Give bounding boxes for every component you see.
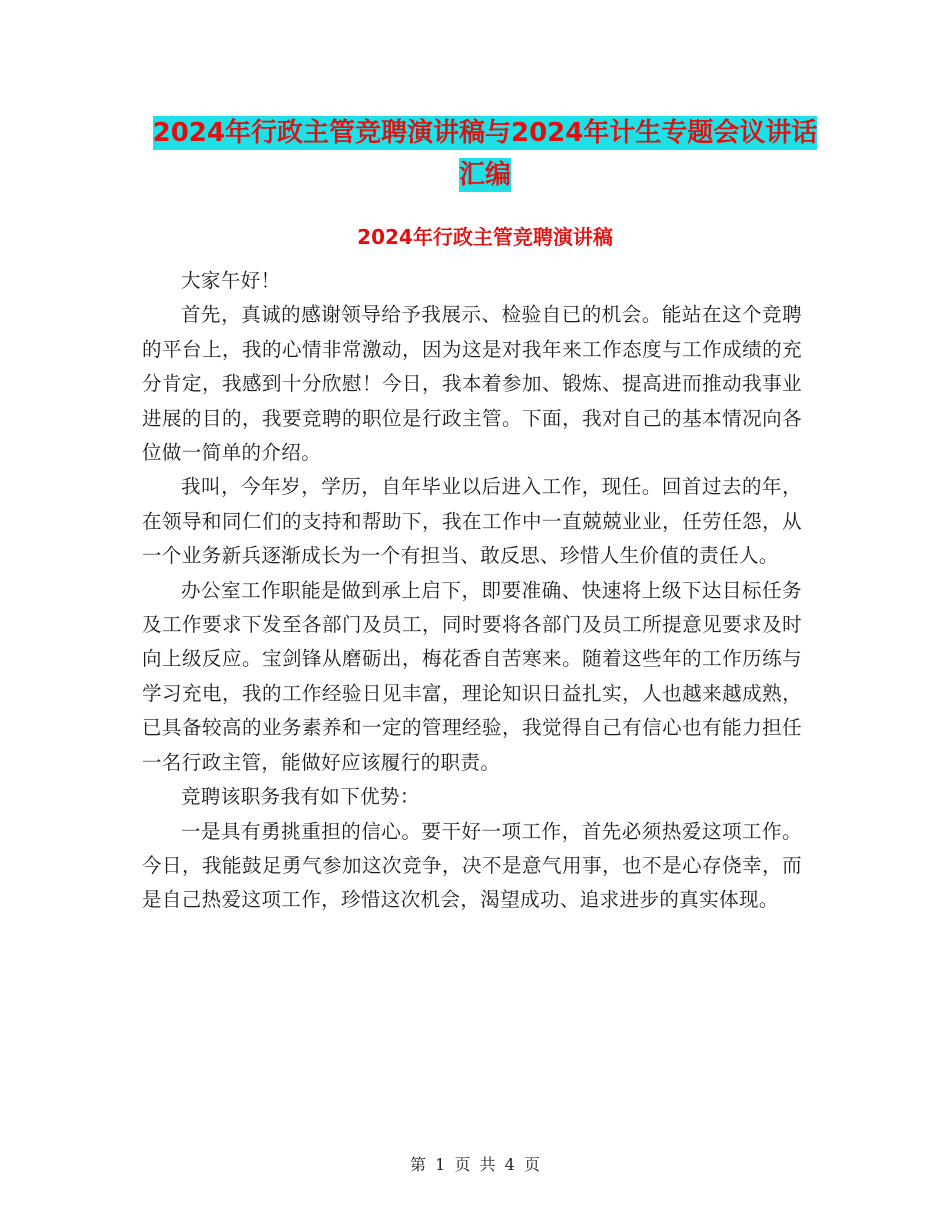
paragraph-background: 我叫，今年岁，学历，自年毕业以后进入工作，现任。回首过去的年，在领导和同仁们的支持和帮助下，我在工作中一直兢兢业业，任劳任怨，从一个业务新兵逐渐成长为一个有担当、敢反思、珍惜人生价值的责任人。: [142, 475, 802, 568]
footer-total-pages: 4: [504, 1155, 515, 1174]
document-title-text: 2024年行政主管竞聘演讲稿与2024年计生专题会议讲话汇编: [152, 118, 818, 190]
paragraph-office-duties: 办公室工作职能是做到承上启下，即要准确、快速将上级下达目标任务及工作要求下发至各部门及员工，同时要将各部门及员工所提意见要求及时向上级反应。宝剑锋从磨砺出，梅花香自苦寒来。随着这些年的工作历练与学习充电，我的工作经验日见丰富，理论知识日益扎实，人也越来越成熟，已具备较高的业务素养和一定的管理经验，我觉得自己有信心也有能力担任一名行政主管，能做好应该履行的职责。: [142, 578, 802, 774]
footer-current-page: 1: [435, 1155, 446, 1174]
section-title: 2024年行政主管竞聘演讲稿: [357, 225, 613, 249]
document-body: [142, 264, 802, 918]
footer-label-page: 第: [410, 1155, 427, 1174]
page-footer: [0, 1154, 950, 1176]
document-title: [140, 112, 830, 196]
paragraph-greeting: 大家午好！: [181, 269, 281, 292]
paragraph-advantage-one: 一是具有勇挑重担的信心。要干好一项工作，首先必须热爱这项工作。今日，我能鼓足勇气参加这次竞争，决不是意气用事，也不是心存侥幸，而是自己热爱这项工作，珍惜这次机会，渴望成功、追求进步的真实体现。: [142, 819, 802, 912]
footer-label-total-unit: 页: [523, 1155, 540, 1174]
paragraph-advantages-heading: 竞聘该职务我有如下优势：: [181, 785, 420, 809]
paragraph-intro: 首先，真诚的感谢领导给予我展示、检验自已的机会。能站在这个竞聘的平台上，我的心情非常激动，因为这是对我年来工作态度与工作成绩的充分肯定，我感到十分欣慰！今日，我本着参加、锻炼、提高进而推动我事业进展的目的，我要竞聘的职位是行政主管。下面，我对自己的基本情况向各位做一简单的介绍。: [142, 303, 802, 465]
footer-label-page-unit: 页: [454, 1155, 471, 1174]
footer-label-total: 共: [479, 1155, 496, 1174]
